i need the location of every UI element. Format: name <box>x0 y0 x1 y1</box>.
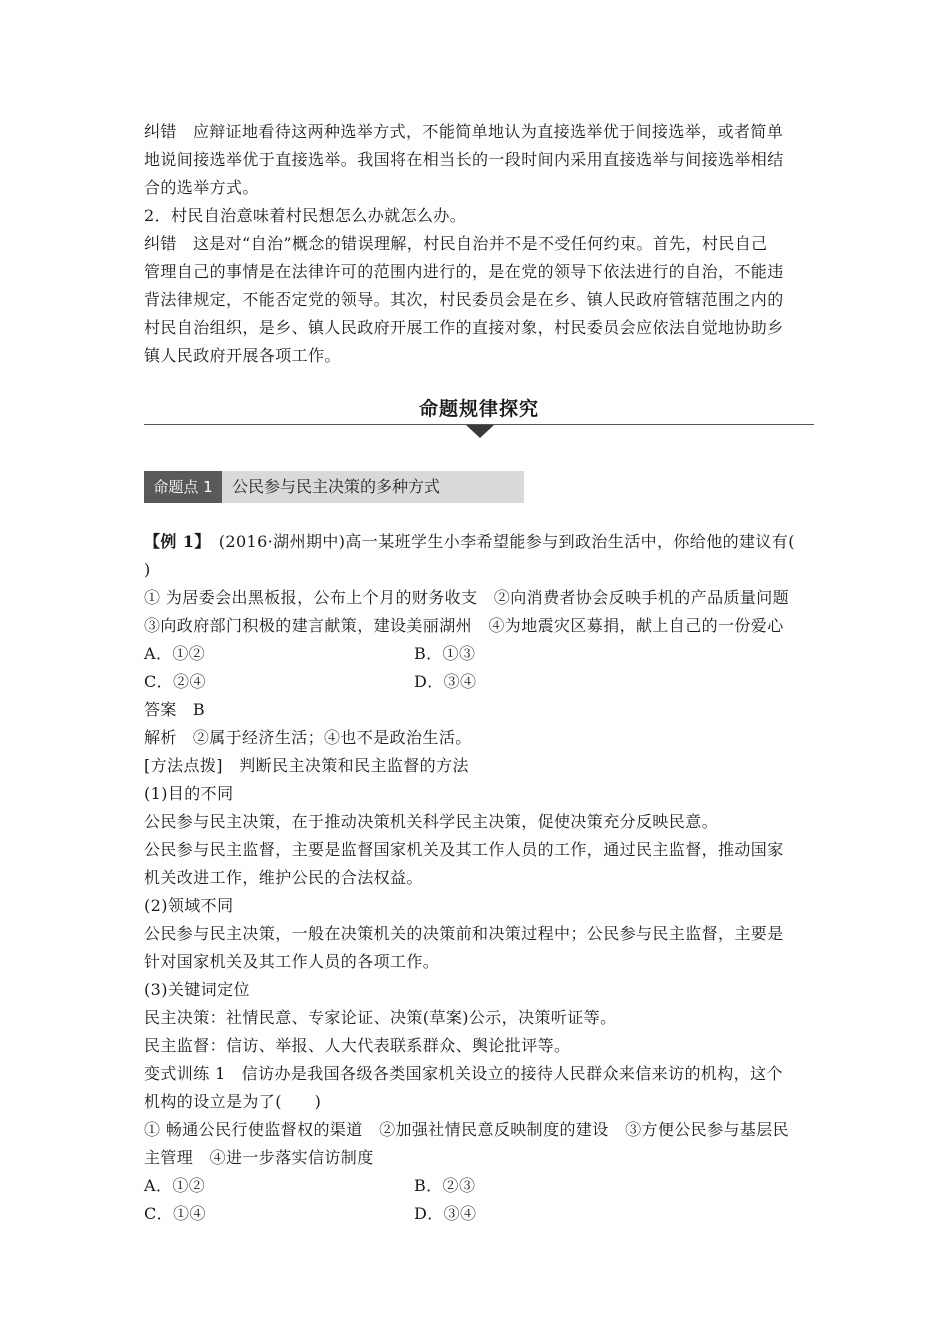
correction-2-line-2: 管理自己的事情是在法律许可的范围内进行的，是在党的领导下依法进行的自治，不能违 <box>144 262 784 281</box>
variant-label: 变式训练 1 <box>144 1064 226 1083</box>
section-title: 命题规律探究 <box>418 398 539 420</box>
example-1-options-ab <box>144 644 814 664</box>
down-triangle-icon <box>466 425 494 438</box>
analysis-label: 解析 <box>144 728 177 747</box>
variant-1-items-line-2: 主管理 ④进一步落实信访制度 <box>144 1148 374 1167</box>
option-a: A．①② <box>144 644 206 663</box>
topic-banner <box>144 471 524 503</box>
correction-label: 纠错 <box>144 234 177 253</box>
method-point-1-line-1: 公民参与民主决策，在于推动决策机关科学民主决策，促使决策充分反映民意。 <box>144 812 719 831</box>
example-1-stem-line-1: 【例 1】 (2016·湖州期中)高一某班学生小李希望能参与到政治生活中，你给他的建议有( <box>144 532 795 551</box>
option-d: D．③④ <box>414 672 477 691</box>
variant-1-stem-line-2: 机构的设立是为了( ) <box>144 1092 322 1111</box>
correction-label: 纠错 <box>144 122 177 141</box>
method-point-3-line-2: 民主监督：信访、举报、人大代表联系群众、舆论批评等。 <box>144 1036 571 1055</box>
example-1-options-cd <box>144 672 814 692</box>
correction-2-line-1: 纠错 这是对“自治”概念的错误理解，村民自治并不是不受任何约束。首先，村民自己 <box>144 234 768 253</box>
correction-1-line-1: 纠错 应辩证地看待这两种选举方式，不能简单地认为直接选举优于间接选举，或者简单 <box>144 122 784 141</box>
method-header: [方法点拨] 判断民主决策和民主监督的方法 <box>144 756 469 775</box>
method-point-1-title: (1)目的不同 <box>144 784 234 803</box>
method-point-3-title: (3)关键词定位 <box>144 980 250 999</box>
misconception-2: 2．村民自治意味着村民想怎么办就怎么办。 <box>144 206 467 225</box>
method-point-1-line-2: 公民参与民主监督，主要是监督国家机关及其工作人员的工作，通过民主监督，推动国家 <box>144 840 784 859</box>
variant-1-items-line-1: ① 畅通公民行使监督权的渠道 ②加强社情民意反映制度的建设 ③方便公民参与基层民 <box>144 1120 790 1139</box>
option-c: C．①④ <box>144 1204 206 1223</box>
answer-label: 答案 <box>144 700 177 719</box>
correction-2-line-5: 镇人民政府开展各项工作。 <box>144 346 341 365</box>
option-d: D．③④ <box>414 1204 477 1223</box>
method-point-1-line-3: 机关改进工作，维护公民的合法权益。 <box>144 868 423 887</box>
example-1-answer <box>144 700 814 720</box>
method-point-3-line-1: 民主决策：社情民意、专家论证、决策(草案)公示，决策听证等。 <box>144 1008 617 1027</box>
answer-value: B <box>192 700 205 719</box>
correction-2-line-3: 背法律规定，不能否定党的领导。其次，村民委员会是在乡、镇人民政府管辖范围之内的 <box>144 290 784 309</box>
variant-1-options-cd <box>144 1204 814 1224</box>
option-b: B．①③ <box>414 644 476 663</box>
example-1-analysis: 解析 ②属于经济生活；④也不是政治生活。 <box>144 728 472 747</box>
option-a: A．①② <box>144 1176 206 1195</box>
example-1-items-line-2: ③向政府部门积极的建言献策，建设美丽湖州 ④为地震灾区募捐，献上自己的一份爱心 <box>144 616 784 635</box>
correction-1-line-2: 地说间接选举优于直接选举。我国将在相当长的一段时间内采用直接选举与间接选举相结 <box>144 150 784 169</box>
topic-tag: 命题点 1 <box>144 471 222 503</box>
option-c: C．②④ <box>144 672 206 691</box>
variant-1-options-ab <box>144 1176 814 1196</box>
method-point-2-line-2: 针对国家机关及其工作人员的各项工作。 <box>144 952 440 971</box>
correction-1-line-3: 合的选举方式。 <box>144 178 259 197</box>
example-label: 【例 1】 <box>144 532 211 551</box>
example-1-stem-line-2: ) <box>144 560 151 579</box>
method-point-2-title: (2)领域不同 <box>144 896 234 915</box>
variant-1-stem-line-1: 变式训练 1 信访办是我国各级各类国家机关设立的接待人民群众来信来访的机构，这个 <box>144 1064 783 1083</box>
example-1-items-line-1: ① 为居委会出黑板报，公布上个月的财务收支 ②向消费者协会反映手机的产品质量问题 <box>144 588 790 607</box>
correction-2-line-4: 村民自治组织，是乡、镇人民政府开展工作的直接对象，村民委员会应依法自觉地协助乡 <box>144 318 784 337</box>
topic-title: 公民参与民主决策的多种方式 <box>232 477 441 496</box>
method-point-2-line-1: 公民参与民主决策，一般在决策机关的决策前和决策过程中；公民参与民主监督，主要是 <box>144 924 784 943</box>
option-b: B．②③ <box>414 1176 476 1195</box>
